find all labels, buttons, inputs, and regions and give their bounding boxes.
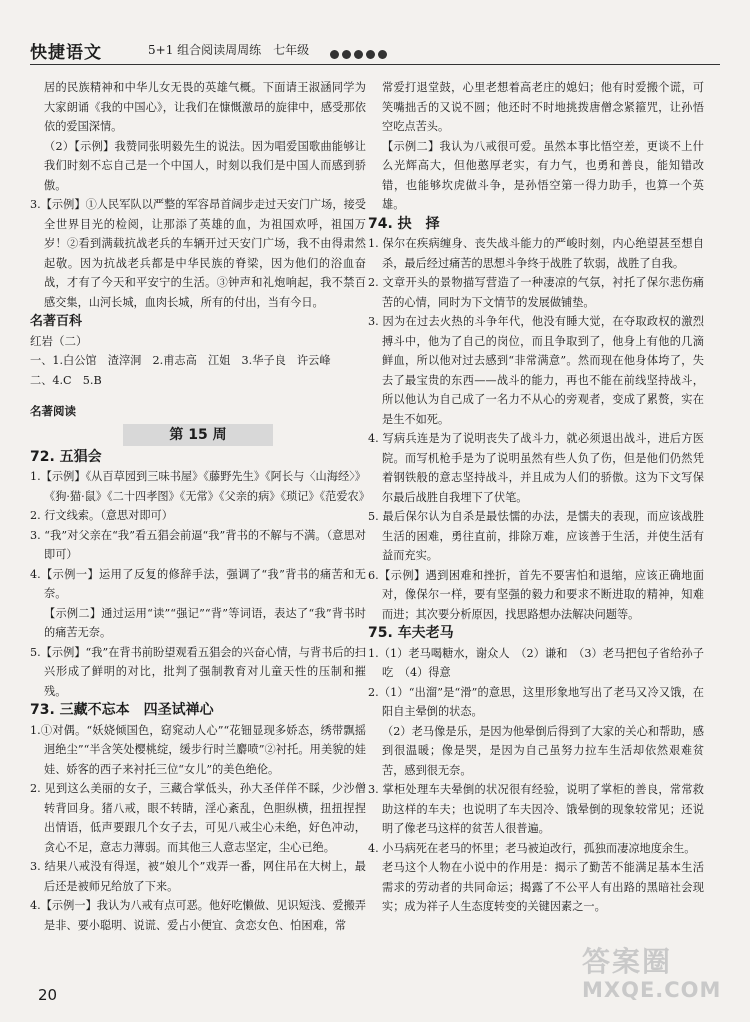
paragraph: 居的民族精神和中华儿女无畏的英雄气概。下面请王淑涵同学为大家朗诵《我的中国心》，让我们在慷慨激昂的旋律中，感受那依依的爱国深情。 (44, 81, 366, 133)
left-column (30, 78, 370, 935)
brand-title: 快捷语文 (30, 43, 102, 63)
dot-icon (342, 50, 351, 59)
answer-item: 老马这个人物在小说中的作用是：揭示了勤苦不能满足基本生活需求的劳动者的共同命运；揭露了不公平人有出路的黑暗社会现实；成为祥子人生态度转变的关键因素之一。 (382, 861, 704, 913)
answer-line: 一、1.白公馆 渣滓洞 2.甫志高 江姐 3.华子良 许云峰 (30, 354, 331, 367)
dot-icon (330, 50, 339, 59)
answer-item: 【示例二】通过运用“读”“强记”“背”等词语，表达了“我”背书时的痛苦无奈。 (44, 606, 366, 639)
answer-item: 1. 保尔在疾病缠身、丧失战斗能力的严峻时刻，内心绝望甚至想自杀，最后经过痛苦的思想斗争终于战胜了软弱，战胜了自我。 (368, 237, 704, 270)
answer-line: 二、4.C 5.B (30, 373, 102, 387)
paragraph: 常爱打退堂鼓，心里老想着高老庄的媳妇；他有时爱搬个谎，可笑嘴拙舌的又说不圆；他还时不时地挑拨唐僧念紧箍咒，让孙悟空吃点苦头。 (382, 81, 704, 133)
article-title: 73. 三藏不忘本 四圣试禅心 (30, 702, 214, 718)
paragraph: 【示例二】我认为八戒很可爱。虽然本事比悟空差，更谈不上什么光辉高大，但他憨厚老实，有力气，也勇和善良，能知错改错，也能够坎虎做斗争，是孙悟空第一得力助手，也算一个英雄。 (382, 139, 704, 211)
watermark-logo (582, 940, 721, 1002)
answer-item: 3. 因为在过去火热的斗争年代，他没有睡大觉，在夺取政权的激烈搏斗中，他为了自己的岗位，而且争取到了，他身上有他的几滴鲜血，所以他对过去感到“非常满意”。然而现在他身体垮了，失去了最宝贵的东西——战斗的能力，再也不能在前线坚持战斗，所以他认为自己成了一名力不从心的旁观者，变成了累赘，实在是生不如死。 (368, 315, 704, 426)
article-title: 72. 五猖会 (30, 448, 102, 465)
answer-item: 2. 文章开头的景物描写营造了一种凄凉的气氛，衬托了保尔悲伤痛苦的心情，同时为下文情节的发展做铺垫。 (368, 276, 704, 309)
page-header (30, 38, 720, 65)
week-banner: 第 15 周 (30, 424, 366, 446)
paragraph: （2）【示例】我赞同张明毅先生的说法。因为唱爱国歌曲能够让我们时刻不忘自己是一个中国人，时刻以我们是中国人而感到骄傲。 (44, 139, 366, 192)
answer-item: 3. “我”对父亲在“我”看五猖会前逼“我”背书的不解与不满。（意思对即可） (30, 528, 366, 561)
section-title: 名著百科 (30, 314, 83, 329)
book-subtitle: 5+1 组合阅读周周练 七年级 (148, 43, 310, 57)
answer-item: 2. 行文线索。（意思对即可） (30, 509, 173, 522)
answer-item: 1.【示例】《从百草园到三味书屋》《藤野先生》《阿长与〈山海经〉》《狗·猫·鼠》《二十四孝图》《无常》《父亲的病》《琐记》《范爱农》 (30, 470, 370, 503)
paragraph: 3.【示例】①人民军队以严整的军容昂首阔步走过天安门广场，接受全世界目光的检阅，让那添了英雄的血，为祖国欢呼，祖国万岁！②看到满载抗战老兵的车辆开过天安门广场，我不由得肃然起敬。因为抗战老兵都是中华民族的脊梁，因为他们的浴血奋战，才有了今天和平安宁的生活。③钟声和礼炮响起，我不禁百感交集，山河长城，血肉长城，所有的付出，当有今日。 (30, 198, 366, 309)
dot-icon (366, 50, 375, 59)
answer-item: 5. 最后保尔认为自杀是最怯懦的办法，是懦夫的表现，而应该战胜生活的困难，勇往直前，排除万难，应该善于生活，并使生活有益而充实。 (368, 510, 704, 562)
page-number: 20 (38, 986, 58, 1004)
dot-icon (354, 50, 363, 59)
dot-icon (378, 50, 387, 59)
watermark-text: 答案圈 (582, 945, 673, 978)
answer-item: 6.【示例】遇到困难和挫折，首先不要害怕和退缩，应该正确地面对，像保尔一样，要有坚强的毅力和要求不断进取的精神，知难而进；其次要分析原因，找思路想办法解决问题等。 (368, 568, 704, 621)
article-title: 75. 车夫老马 (368, 625, 454, 641)
answer-item: 1.（1）老马喝糖水，谢众人 （2）谦和 （3）老马把包子省给孙子吃 （4）得意 (368, 646, 704, 679)
answer-item: 5.【示例】“我”在背书前盼望观看五猖会的兴奋心情，与背书后的扫兴形成了鲜明的对比，批判了强制教育对儿童天性的压制和摧残。 (30, 645, 366, 698)
answer-item: 4.【示例一】运用了反复的修辞手法，强调了“我”背书的痛苦和无奈。 (30, 567, 366, 600)
answer-item: （2）老马像是乐，是因为他晕倒后得到了大家的关心和帮助，感到很温暖；像是哭，是因为自己虽努力拉车生活却依然艰难贫苦，感到很无奈。 (382, 724, 704, 777)
answer-item: 4. 写病兵连是为了说明丧失了战斗力，就必须退出战斗，进后方医院。而写机枪手是为了说明虽然有些人负了伤，但是他们仍然凭着钢铁般的意志坚持战斗，并且成为人们的骄傲。这为下文写保尔最后战胜自我埋下了伏笔。 (368, 432, 704, 504)
answer-item: 4.【示例一】我认为八戒有点可恶。他好吃懒做、见识短浅、爱搬弄是非、要小聪明、说谎、爱占小便宜、贪恋女色、怕困难，常 (30, 899, 366, 932)
answer-item: 4. 小马病死在老马的怀里；老马被迫改行，孤独而凄凉地度余生。 (368, 841, 696, 855)
answer-item: 2. 见到这么美丽的女子，三藏合掌低头，孙大圣佯佯不睬，少沙僧转背回身。猪八戒，眼不转睛，淫心紊乱，色胆纵横，扭扭捏捏出情语，低声要跟几个女子去，可见八戒尘心未绝，好色冲动，贪心不足，意志力薄弱。而其他三人意志坚定，尘心已绝。 (30, 782, 366, 854)
watermark-url: MXQE.COM (582, 978, 722, 1002)
article-title: 74. 抉 择 (368, 215, 440, 232)
answer-item: 3. 结果八戒没有得逞，被“娘儿个”戏弄一番，网住吊在大树上，最后还是被师兄给放了下来。 (30, 860, 366, 893)
right-column (368, 78, 704, 917)
answer-item: 1.①对偶。“妖娆倾国色，窈窕动人心”“花钿显现多娇态，绣带飘摇迥绝尘”“半含笑处樱桃绽，缓步行时兰麝喷”②衬托。用美貌的娃娃、娇客的西子来衬托三位“女儿”的美色绝伦。 (30, 723, 366, 776)
decorative-dots (330, 44, 390, 63)
answer-item: 3. 掌柜处理车夫晕倒的状况很有经验，说明了掌柜的善良，常常救助这样的车夫；也说明了车夫因冷、饿晕倒的现象较常见；还说明了像老马这样的贫苦人很普遍。 (368, 783, 704, 835)
section-subtitle: 红岩（二） (30, 333, 88, 348)
section-label: 名著阅读 (30, 404, 76, 418)
answer-item: 2.（1）“出溜”是“滑”的意思，这里形象地写出了老马又冷又饿，在阳自主晕倒的状态。 (368, 685, 704, 718)
